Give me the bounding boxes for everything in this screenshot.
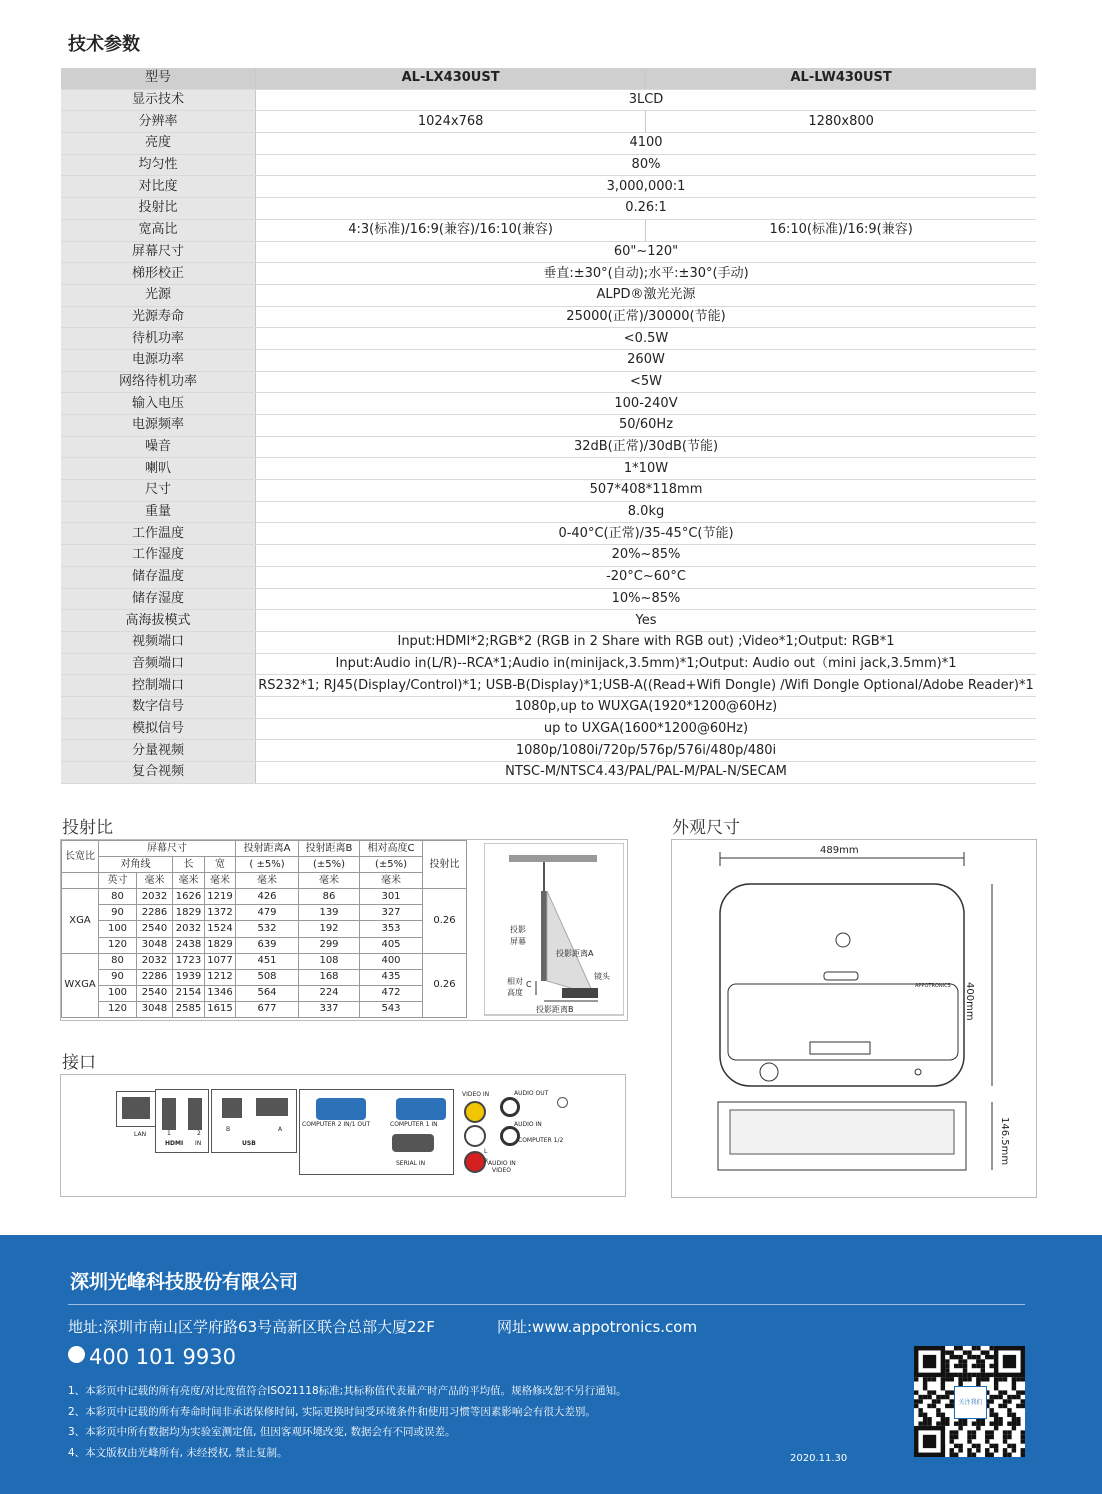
spec-label: 控制端口 <box>61 675 256 697</box>
throw-cell: 192 <box>299 921 360 937</box>
spec-row <box>61 349 1036 371</box>
throw-row <box>62 921 467 937</box>
spec-value: 垂直:±30°(自动);水平:±30°(手动) <box>256 263 1037 285</box>
throw-cell: 86 <box>299 889 360 905</box>
brand-label: APPOTRONICS <box>915 983 951 989</box>
top-panel <box>728 984 958 1060</box>
note-1: 1、本彩页中记载的所有亮度/对比度值符合ISO21118标准;其标称值代表量产时产品的平均值。规格修改恕不另行通知。 <box>68 1385 627 1397</box>
spec-label: 高海拔模式 <box>61 610 256 632</box>
hdmi-label: HDMI <box>165 1140 184 1147</box>
throw-row <box>62 937 467 953</box>
throw-cell: 353 <box>360 921 423 937</box>
diag-lens: 镜头 <box>594 972 610 981</box>
spec-value: ALPD®激光光源 <box>256 284 1037 306</box>
spec-row <box>61 545 1036 567</box>
th-c2: (±5%) <box>360 857 423 873</box>
th-mm3: 毫米 <box>205 873 236 889</box>
spec-row <box>61 740 1036 762</box>
spec-value: 3,000,000:1 <box>256 176 1037 198</box>
diag-dist-b: 投影距离B <box>536 1005 574 1014</box>
spec-label: 梯形校正 <box>61 263 256 285</box>
spec-value: 10%~85% <box>256 588 1037 610</box>
model-b: AL-LW430UST <box>646 68 1036 89</box>
spec-label: 网络待机功率 <box>61 371 256 393</box>
spec-label: 亮度 <box>61 133 256 155</box>
video-in-label: VIDEO IN <box>462 1091 490 1098</box>
company-name: 深圳光峰科技股份有限公司 <box>70 1271 299 1293</box>
qr-code <box>914 1346 1025 1457</box>
spec-label: 工作湿度 <box>61 545 256 567</box>
throw-group-name: WXGA <box>62 953 99 1017</box>
spec-label: 均匀性 <box>61 154 256 176</box>
throw-cell: 1829 <box>205 937 236 953</box>
spec-label: 数字信号 <box>61 696 256 718</box>
hdmi1-label: 1 <box>167 1130 171 1137</box>
throw-cell: 301 <box>360 889 423 905</box>
throw-cell: 100 <box>99 985 137 1001</box>
spec-value-a: 4:3(标准)/16:9(兼容)/16:10(兼容) <box>256 219 646 241</box>
spec-value: NTSC-M/NTSC4.43/PAL/PAL-M/PAL-N/SECAM <box>256 762 1037 784</box>
spec-value: 20%~85% <box>256 545 1037 567</box>
screw-hole <box>557 1097 568 1108</box>
throw-cell: 224 <box>299 985 360 1001</box>
spec-label: 光源 <box>61 284 256 306</box>
throw-cell: 426 <box>236 889 299 905</box>
spec-value: up to UXGA(1600*1200@60Hz) <box>256 718 1037 740</box>
throw-table <box>61 840 467 1018</box>
note-2: 2、本彩页中记载的所有寿命时间非承诺保修时间, 实际更换时间受环境条件和使用习惯等因素影响会有很大差别。 <box>68 1406 596 1418</box>
spec-row <box>61 176 1036 198</box>
throw-group-ratio: 0.26 <box>423 953 467 1017</box>
th-inch: 英寸 <box>99 873 137 889</box>
depth-dim: 400mm <box>964 982 975 1021</box>
spec-value: <5W <box>256 371 1037 393</box>
throw-cell: 1372 <box>205 905 236 921</box>
spec-row <box>61 371 1036 393</box>
spec-value-b: 16:10(标准)/16:9(兼容) <box>646 219 1036 241</box>
diag-rel1: 相对 <box>507 977 523 986</box>
spec-row <box>61 696 1036 718</box>
spec-row <box>61 566 1036 588</box>
diag-screen2: 屏幕 <box>510 937 526 946</box>
spec-row <box>61 501 1036 523</box>
spec-value: 3LCD <box>256 89 1037 111</box>
ceiling-bar <box>509 855 597 862</box>
throw-cell: 2286 <box>137 905 173 921</box>
spec-row <box>61 306 1036 328</box>
hdmi-in-label: IN <box>195 1140 202 1147</box>
audio-in-video-label1: AUDIO IN <box>488 1160 516 1167</box>
spec-label: 屏幕尺寸 <box>61 241 256 263</box>
note-4: 4、本文版权由光峰所有, 未经授权, 禁止复制。 <box>68 1447 288 1459</box>
spec-label: 对比度 <box>61 176 256 198</box>
spec-row <box>61 328 1036 350</box>
throw-cell: 1212 <box>205 969 236 985</box>
th-dist-b2: (±5%) <box>299 857 360 873</box>
spec-row <box>61 415 1036 437</box>
throw-cell: 80 <box>99 889 137 905</box>
spec-row <box>61 718 1036 740</box>
spec-label: 重量 <box>61 501 256 523</box>
throw-cell: 2032 <box>137 889 173 905</box>
throw-cell: 120 <box>99 1001 137 1017</box>
throw-cell: 337 <box>299 1001 360 1017</box>
throw-cell: 90 <box>99 905 137 921</box>
throw-cell: 405 <box>360 937 423 953</box>
throw-cell: 400 <box>360 953 423 969</box>
throw-row <box>62 953 467 969</box>
th-aspect: 长宽比 <box>62 841 99 873</box>
spec-label: 输入电压 <box>61 393 256 415</box>
th-wid: 宽 <box>205 857 236 873</box>
throw-cell: 108 <box>299 953 360 969</box>
throw-cell: 1626 <box>173 889 205 905</box>
throw-cell: 677 <box>236 1001 299 1017</box>
throw-cell: 508 <box>236 969 299 985</box>
spec-value: 50/60Hz <box>256 415 1037 437</box>
th-ratio: 投射比 <box>423 841 467 889</box>
spec-value: 25000(正常)/30000(节能) <box>256 306 1037 328</box>
width-dim: 489mm <box>820 845 859 856</box>
throw-cell: 100 <box>99 921 137 937</box>
spec-value: 60"~120" <box>256 241 1037 263</box>
spec-label: 显示技术 <box>61 89 256 111</box>
spec-row <box>61 458 1036 480</box>
throw-cell: 1524 <box>205 921 236 937</box>
throw-group-name: XGA <box>62 889 99 953</box>
spec-label: 喇叭 <box>61 458 256 480</box>
projector-shape <box>562 988 598 998</box>
spec-value: 8.0kg <box>256 501 1037 523</box>
spec-row <box>61 89 1036 111</box>
spec-value: Input:Audio in(L/R)--RCA*1;Audio in(minijack,3.5mm)*1;Output: Audio out（mini jack,3.5mm)*1 <box>256 653 1037 675</box>
th-screen: 屏幕尺寸 <box>99 841 236 857</box>
th-mm2: 毫米 <box>173 873 205 889</box>
throw-cell: 2540 <box>137 985 173 1001</box>
spec-row <box>61 631 1036 653</box>
comp1-label: COMPUTER 1 IN <box>390 1121 438 1128</box>
throw-row <box>62 889 467 905</box>
throw-cell: 435 <box>360 969 423 985</box>
spec-header-row <box>61 68 1036 89</box>
spec-value: Input:HDMI*2;RGB*2 (RGB in 2 Share with RGB out) ;Video*1;Output: RGB*1 <box>256 631 1037 653</box>
phone-number: 400 101 9930 <box>89 1345 236 1369</box>
throw-cell: 564 <box>236 985 299 1001</box>
th-len: 长 <box>173 857 205 873</box>
spec-label: 储存温度 <box>61 566 256 588</box>
spec-label: 复合视频 <box>61 762 256 784</box>
usb-label: USB <box>242 1140 256 1147</box>
th-dist-a: 投射距离A <box>236 841 299 857</box>
qr-label: 关注我们 <box>954 1386 987 1419</box>
dims-section-title: 外观尺寸 <box>672 818 740 838</box>
spec-row <box>61 653 1036 675</box>
spec-row <box>61 436 1036 458</box>
th-dist-b: 投射距离B <box>299 841 360 857</box>
spec-value: 507*408*118mm <box>256 480 1037 502</box>
r-label: R <box>484 1158 489 1165</box>
spec-row <box>61 523 1036 545</box>
spec-label: 分量视频 <box>61 740 256 762</box>
rca-group <box>458 1089 488 1179</box>
spec-label: 电源频率 <box>61 415 256 437</box>
spec-value: -20°C~60°C <box>256 566 1037 588</box>
throw-cell: 2032 <box>173 921 205 937</box>
spec-value: 100-240V <box>256 393 1037 415</box>
spec-value: 4100 <box>256 133 1037 155</box>
diag-c: C <box>526 980 532 989</box>
throw-cell: 479 <box>236 905 299 921</box>
spec-row <box>61 154 1036 176</box>
spec-label: 电源功率 <box>61 349 256 371</box>
throw-cell: 532 <box>236 921 299 937</box>
audio-out-label: AUDIO OUT <box>514 1090 549 1097</box>
throw-cell: 299 <box>299 937 360 953</box>
spec-label: 工作温度 <box>61 523 256 545</box>
throw-cell: 1077 <box>205 953 236 969</box>
spec-value: 0-40°C(正常)/35-45°C(节能) <box>256 523 1037 545</box>
th-aspect-blank <box>62 873 99 889</box>
screen-shape <box>541 891 547 981</box>
throw-cell: 120 <box>99 937 137 953</box>
throw-cell: 2154 <box>173 985 205 1001</box>
spec-label: 储存湿度 <box>61 588 256 610</box>
phone-icon <box>68 1346 85 1363</box>
spec-label: 分辨率 <box>61 111 256 133</box>
throw-cell: 543 <box>360 1001 423 1017</box>
audio-in-jack <box>500 1126 520 1146</box>
footer-divider <box>68 1304 1025 1305</box>
spec-row <box>61 198 1036 220</box>
usb-b-label: B <box>226 1126 231 1133</box>
spec-value: 1080p,up to WUXGA(1920*1200@60Hz) <box>256 696 1037 718</box>
th-mm6: 毫米 <box>360 873 423 889</box>
spec-row <box>61 675 1036 697</box>
hdmi2-label: 2 <box>197 1130 201 1137</box>
diag-rel2: 高度 <box>507 988 523 997</box>
throw-cell: 3048 <box>137 1001 173 1017</box>
throw-row <box>62 905 467 921</box>
throw-cell: 2540 <box>137 921 173 937</box>
spec-label: 宽高比 <box>61 219 256 241</box>
height-dim: 146.5mm <box>999 1117 1010 1166</box>
throw-row <box>62 1001 467 1017</box>
spec-row <box>61 762 1036 784</box>
spec-value: 32dB(正常)/30dB(节能) <box>256 436 1037 458</box>
throw-cell: 1723 <box>173 953 205 969</box>
th-c: 相对高度C <box>360 841 423 857</box>
throw-row <box>62 985 467 1001</box>
spec-label: 模拟信号 <box>61 718 256 740</box>
spec-row <box>61 284 1036 306</box>
spec-row <box>61 393 1036 415</box>
throw-diagram <box>484 843 624 1018</box>
diag-screen1: 投影 <box>510 925 526 934</box>
spec-row <box>61 588 1036 610</box>
spec-row <box>61 219 1036 241</box>
l-label: L <box>484 1148 488 1155</box>
print-date: 2020.11.30 <box>790 1453 848 1464</box>
spec-label: 噪音 <box>61 436 256 458</box>
spec-label: 待机功率 <box>61 328 256 350</box>
spec-value: 1080p/1080i/720p/576p/576i/480p/480i <box>256 740 1037 762</box>
spec-row <box>61 111 1036 133</box>
ports-section-title: 接口 <box>62 1053 96 1073</box>
spec-row <box>61 241 1036 263</box>
spec-row <box>61 610 1036 632</box>
usb-a-label: A <box>278 1126 283 1133</box>
throw-cell: 1219 <box>205 889 236 905</box>
spec-label: 投射比 <box>61 198 256 220</box>
vga-group <box>299 1089 454 1175</box>
lan-label: LAN <box>134 1131 147 1138</box>
throw-cell: 2585 <box>173 1001 205 1017</box>
throw-cell: 327 <box>360 905 423 921</box>
audio-out-jack <box>500 1097 520 1117</box>
th-mm4: 毫米 <box>236 873 299 889</box>
throw-cell: 80 <box>99 953 137 969</box>
spec-value: <0.5W <box>256 328 1037 350</box>
footer <box>0 1235 1102 1494</box>
lan-port <box>116 1091 156 1127</box>
note-3: 3、本彩页中所有数据均为实验室测定值, 但因客观环境改变, 数据会有不同或误差。 <box>68 1426 456 1438</box>
throw-section-title: 投射比 <box>62 818 113 838</box>
throw-cell: 1346 <box>205 985 236 1001</box>
website-link[interactable]: 网址:www.appotronics.com <box>497 1318 698 1336</box>
spec-value: Yes <box>256 610 1037 632</box>
throw-group-ratio: 0.26 <box>423 889 467 953</box>
th-diag: 对角线 <box>99 857 173 873</box>
computer12-label: COMPUTER 1/2 <box>518 1137 564 1144</box>
throw-cell: 2438 <box>173 937 205 953</box>
throw-cell: 2286 <box>137 969 173 985</box>
throw-cell: 168 <box>299 969 360 985</box>
throw-cell: 2032 <box>137 953 173 969</box>
th-dist-a2: ( ±5%) <box>236 857 299 873</box>
throw-cell: 1615 <box>205 1001 236 1017</box>
throw-cell: 451 <box>236 953 299 969</box>
spec-value-a: 1024x768 <box>256 111 646 133</box>
audio-in-label: AUDIO IN <box>514 1121 542 1128</box>
spec-label: 音频端口 <box>61 653 256 675</box>
spec-label: 尺寸 <box>61 480 256 502</box>
spec-value: RS232*1; RJ45(Display/Control)*1; USB-B(Display)*1;USB-A((Read+Wifi Dongle) /Wifi Dongle Optional/Adobe Reader)*1 <box>256 675 1037 697</box>
serial-label: SERIAL IN <box>396 1160 426 1167</box>
spec-header-label: 型号 <box>61 68 256 89</box>
spec-value-b: 1280x800 <box>646 111 1036 133</box>
throw-cell: 472 <box>360 985 423 1001</box>
throw-cell: 3048 <box>137 937 173 953</box>
address: 地址:深圳市南山区学府路63号高新区联合总部大厦22F <box>68 1318 435 1336</box>
spec-table <box>61 68 1036 784</box>
spec-row <box>61 480 1036 502</box>
spec-value: 0.26:1 <box>256 198 1037 220</box>
model-a: AL-LX430UST <box>256 68 646 89</box>
spec-label: 光源寿命 <box>61 306 256 328</box>
throw-cell: 639 <box>236 937 299 953</box>
diag-dist-a: 投影距离A <box>556 949 594 958</box>
spec-row <box>61 133 1036 155</box>
throw-cell: 1939 <box>173 969 205 985</box>
throw-cell: 90 <box>99 969 137 985</box>
audio-in-video-label2: VIDEO <box>492 1167 512 1174</box>
spec-value: 80% <box>256 154 1037 176</box>
page-title: 技术参数 <box>68 34 140 55</box>
spec-value: 260W <box>256 349 1037 371</box>
comp2-label: COMPUTER 2 IN/1 OUT <box>302 1121 371 1128</box>
th-mm1: 毫米 <box>137 873 173 889</box>
spec-row <box>61 263 1036 285</box>
throw-cell: 139 <box>299 905 360 921</box>
spec-label: 视频端口 <box>61 631 256 653</box>
throw-row <box>62 969 467 985</box>
spec-value: 1*10W <box>256 458 1037 480</box>
throw-cell: 1829 <box>173 905 205 921</box>
th-mm5: 毫米 <box>299 873 360 889</box>
